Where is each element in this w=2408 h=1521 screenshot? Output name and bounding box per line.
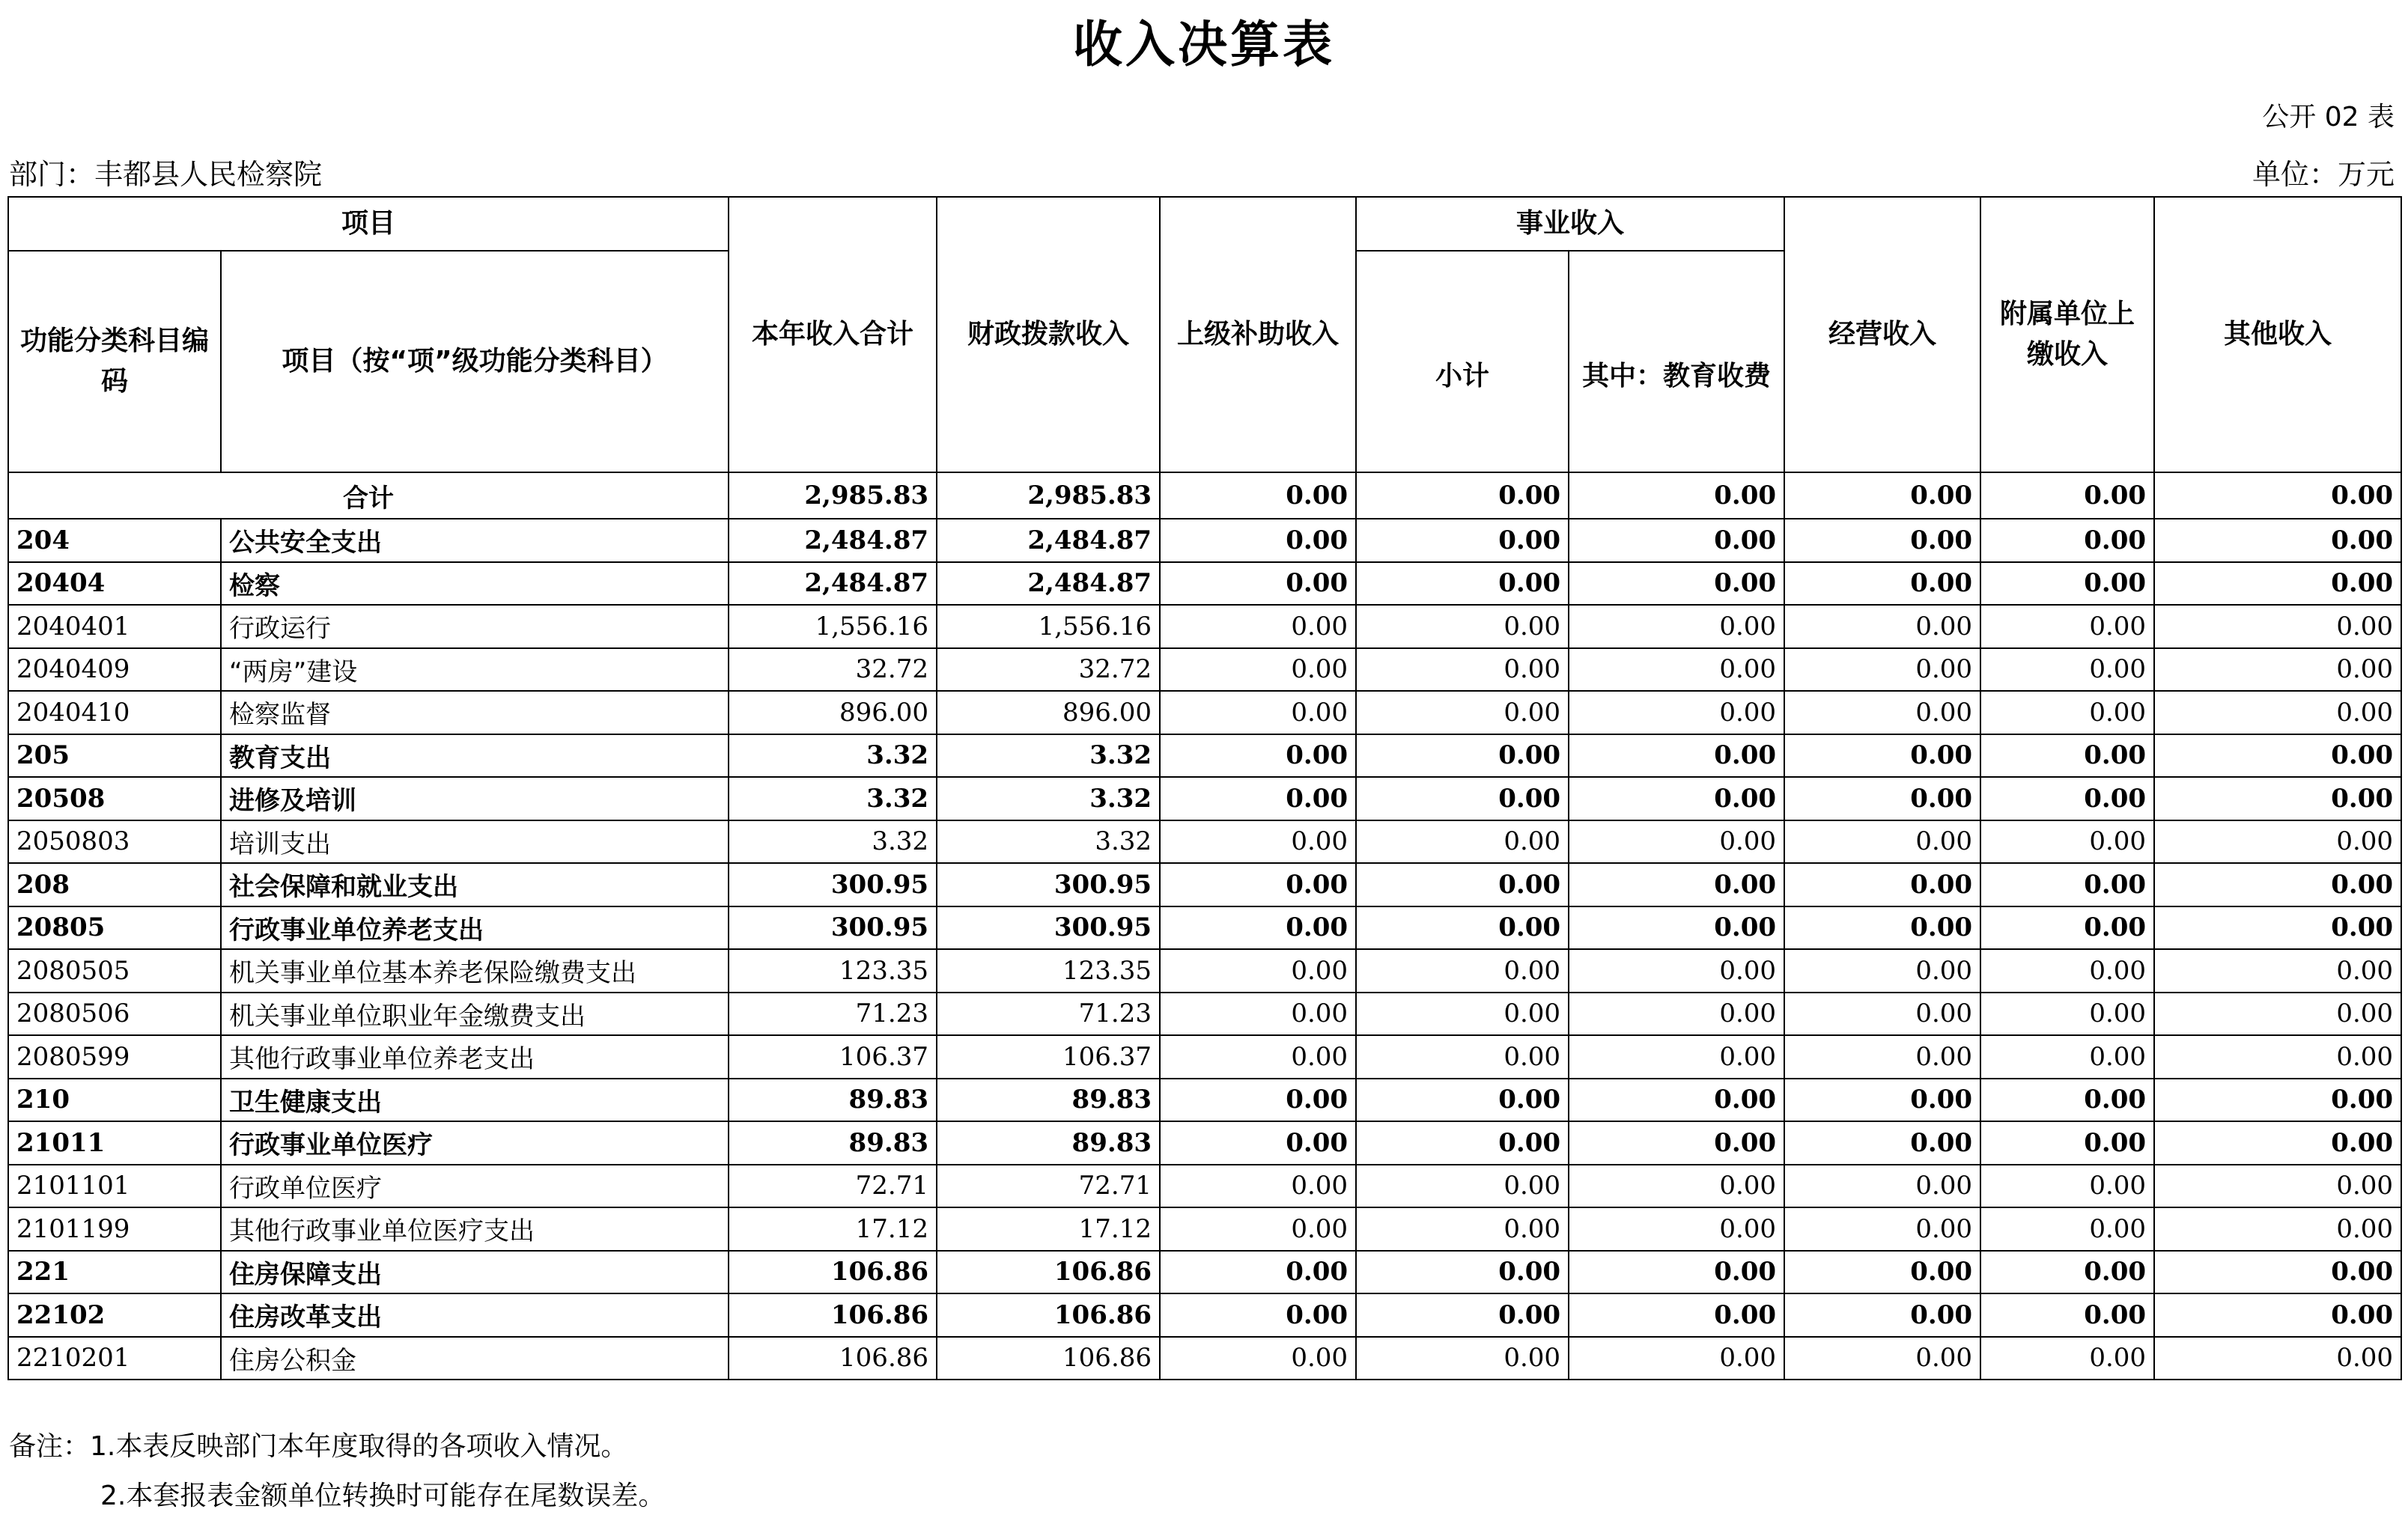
table-row [8,1079,2401,1122]
row-name: 行政单位医疗 [221,1165,729,1208]
total-value: 0.00 [1980,472,2154,519]
row-value: 0.00 [1784,648,1980,692]
row-value: 0.00 [1356,993,1569,1036]
row-value: 0.00 [1160,993,1356,1036]
row-value: 0.00 [2154,993,2401,1036]
row-code: 20508 [8,777,221,820]
row-value: 0.00 [1356,863,1569,906]
row-value: 0.00 [1784,605,1980,648]
row-code: 2040409 [8,648,221,692]
row-value: 0.00 [1356,1251,1569,1294]
row-value: 0.00 [1356,734,1569,778]
row-value: 0.00 [2154,734,2401,778]
row-code: 2040410 [8,691,221,734]
table-row [8,777,2401,820]
row-name: 检察 [221,562,729,606]
total-value: 0.00 [1160,472,1356,519]
row-value: 0.00 [1569,519,1784,562]
row-value: 0.00 [1160,648,1356,692]
row-value: 106.86 [937,1293,1160,1337]
row-value: 0.00 [1569,648,1784,692]
row-value: 0.00 [2154,605,2401,648]
row-value: 0.00 [1980,1207,2154,1251]
row-value: 0.00 [1784,993,1980,1036]
row-value: 0.00 [1160,605,1356,648]
table-row [8,1165,2401,1208]
row-value: 0.00 [1569,562,1784,606]
row-value: 71.23 [729,993,937,1036]
row-code: 21011 [8,1121,221,1165]
row-value: 0.00 [1784,1165,1980,1208]
row-value: 0.00 [1160,1121,1356,1165]
row-value: 0.00 [1980,863,2154,906]
row-code: 208 [8,863,221,906]
row-value: 0.00 [2154,1121,2401,1165]
total-label: 合计 [8,472,729,519]
row-value: 0.00 [1160,906,1356,950]
row-value: 0.00 [2154,648,2401,692]
total-value: 2,985.83 [729,472,937,519]
row-name: 机关事业单位职业年金缴费支出 [221,993,729,1036]
table-row [8,519,2401,562]
row-value: 0.00 [1784,734,1980,778]
row-name: 住房公积金 [221,1337,729,1380]
total-value: 0.00 [1784,472,1980,519]
row-value: 0.00 [2154,820,2401,864]
row-value: 0.00 [1569,691,1784,734]
row-value: 0.00 [1356,562,1569,606]
row-value: 0.00 [1784,1293,1980,1337]
row-name: 行政事业单位医疗 [221,1121,729,1165]
row-value: 0.00 [1160,734,1356,778]
row-value: 300.95 [729,906,937,950]
row-code: 2050803 [8,820,221,864]
row-value: 0.00 [1784,1079,1980,1122]
row-name: 社会保障和就业支出 [221,863,729,906]
table-row [8,605,2401,648]
page-title: 收入决算表 [1073,16,1335,73]
row-value: 106.86 [729,1293,937,1337]
table-row [8,949,2401,993]
row-code: 205 [8,734,221,778]
row-name: 卫生健康支出 [221,1079,729,1122]
header-project: 项目 [8,197,729,251]
row-code: 2101199 [8,1207,221,1251]
row-value: 0.00 [1980,1337,2154,1380]
row-value: 0.00 [2154,949,2401,993]
row-value: 0.00 [1160,519,1356,562]
row-value: 0.00 [1356,691,1569,734]
row-value: 300.95 [729,863,937,906]
row-value: 89.83 [729,1121,937,1165]
row-value: 0.00 [1356,519,1569,562]
row-value: 89.83 [937,1079,1160,1122]
header-name: 项目（按“项”级功能分类科目） [221,251,729,472]
row-value: 71.23 [937,993,1160,1036]
total-value: 2,985.83 [937,472,1160,519]
row-value: 1,556.16 [729,605,937,648]
row-value: 0.00 [1784,562,1980,606]
row-value: 0.00 [1980,734,2154,778]
row-name: 其他行政事业单位医疗支出 [221,1207,729,1251]
row-value: 32.72 [729,648,937,692]
row-value: 0.00 [1784,1035,1980,1079]
row-value: 0.00 [1980,1251,2154,1294]
row-value: 89.83 [729,1079,937,1122]
row-value: 0.00 [1356,1165,1569,1208]
row-value: 0.00 [1980,820,2154,864]
row-name: 行政运行 [221,605,729,648]
row-value: 0.00 [1569,906,1784,950]
row-name: 进修及培训 [221,777,729,820]
row-value: 0.00 [2154,1207,2401,1251]
row-value: 0.00 [1784,519,1980,562]
table-row [8,993,2401,1036]
note-1: 备注：1.本表反映部门本年度取得的各项收入情况。 [9,1431,628,1462]
row-value: 300.95 [937,906,1160,950]
row-value: 106.37 [937,1035,1160,1079]
row-value: 0.00 [1980,691,2154,734]
row-value: 0.00 [1784,820,1980,864]
table-row [8,691,2401,734]
row-value: 0.00 [1980,906,2154,950]
row-value: 0.00 [1569,949,1784,993]
row-value: 0.00 [1980,1293,2154,1337]
row-value: 32.72 [937,648,1160,692]
row-value: 0.00 [1569,734,1784,778]
row-code: 2101101 [8,1165,221,1208]
row-value: 2,484.87 [937,519,1160,562]
row-value: 0.00 [1569,863,1784,906]
total-value: 0.00 [1569,472,1784,519]
row-value: 0.00 [1569,777,1784,820]
row-value: 0.00 [1784,1337,1980,1380]
table-row [8,648,2401,692]
row-value: 3.32 [937,777,1160,820]
row-value: 0.00 [1160,1079,1356,1122]
row-value: 0.00 [2154,1251,2401,1294]
row-value: 0.00 [1569,1293,1784,1337]
total-value: 0.00 [2154,472,2401,519]
row-value: 0.00 [2154,906,2401,950]
row-value: 0.00 [2154,691,2401,734]
row-code: 20805 [8,906,221,950]
unit-label: 单位：万元 [2252,158,2395,191]
row-value: 0.00 [1784,1251,1980,1294]
header-code: 功能分类科目编码 [8,251,221,472]
note-2: 2.本套报表金额单位转换时可能存在尾数误差。 [100,1481,666,1511]
row-value: 0.00 [2154,1035,2401,1079]
row-value: 0.00 [1356,906,1569,950]
total-row [8,472,2401,519]
row-value: 106.37 [729,1035,937,1079]
row-value: 0.00 [2154,1293,2401,1337]
row-value: 0.00 [1569,993,1784,1036]
row-value: 0.00 [2154,519,2401,562]
table-row [8,820,2401,864]
row-value: 0.00 [1356,648,1569,692]
table-row [8,1337,2401,1380]
row-value: 0.00 [1980,519,2154,562]
row-value: 0.00 [1569,1337,1784,1380]
header-operating: 经营收入 [1784,197,1980,472]
row-code: 2040401 [8,605,221,648]
row-name: 检察监督 [221,691,729,734]
row-value: 0.00 [1160,863,1356,906]
row-value: 0.00 [1980,1165,2154,1208]
table-row [8,1035,2401,1079]
row-name: 住房改革支出 [221,1293,729,1337]
row-value: 106.86 [937,1337,1160,1380]
row-name: “两房”建设 [221,648,729,692]
row-value: 106.86 [729,1337,937,1380]
row-value: 0.00 [1160,562,1356,606]
row-value: 0.00 [2154,863,2401,906]
row-code: 2080599 [8,1035,221,1079]
table-row [8,863,2401,906]
row-value: 0.00 [1784,949,1980,993]
header-affiliated: 附属单位上缴收入 [1980,197,2154,472]
row-value: 0.00 [1980,777,2154,820]
row-value: 123.35 [937,949,1160,993]
row-code: 20404 [8,562,221,606]
table-row [8,734,2401,778]
row-value: 0.00 [1356,605,1569,648]
row-value: 17.12 [729,1207,937,1251]
row-value: 17.12 [937,1207,1160,1251]
table-row [8,1121,2401,1165]
row-value: 3.32 [937,734,1160,778]
row-code: 2210201 [8,1337,221,1380]
row-value: 0.00 [1980,605,2154,648]
table-row [8,906,2401,950]
notes [9,1422,665,1521]
row-name: 住房保障支出 [221,1251,729,1294]
row-name: 行政事业单位养老支出 [221,906,729,950]
header-other: 其他收入 [2154,197,2401,472]
row-value: 0.00 [2154,1337,2401,1380]
row-value: 0.00 [2154,1165,2401,1208]
row-code: 221 [8,1251,221,1294]
row-value: 123.35 [729,949,937,993]
row-value: 0.00 [1980,562,2154,606]
row-name: 教育支出 [221,734,729,778]
row-code: 2080506 [8,993,221,1036]
row-value: 0.00 [1569,1207,1784,1251]
row-code: 210 [8,1079,221,1122]
row-value: 72.71 [937,1165,1160,1208]
row-value: 0.00 [1356,1207,1569,1251]
form-number: 公开 02 表 [2262,102,2395,132]
row-value: 300.95 [937,863,1160,906]
row-value: 0.00 [1980,1035,2154,1079]
row-value: 0.00 [1356,949,1569,993]
row-value: 3.32 [729,777,937,820]
row-value: 0.00 [1356,1035,1569,1079]
row-value: 0.00 [1160,1035,1356,1079]
row-value: 1,556.16 [937,605,1160,648]
row-value: 0.00 [1356,1337,1569,1380]
header-career-subtotal: 小计 [1356,251,1569,472]
row-value: 0.00 [1784,863,1980,906]
row-value: 0.00 [1980,949,2154,993]
row-value: 0.00 [1569,1079,1784,1122]
row-value: 0.00 [1784,691,1980,734]
row-value: 0.00 [1569,1165,1784,1208]
row-value: 0.00 [1356,777,1569,820]
row-name: 培训支出 [221,820,729,864]
income-table [7,196,2402,1380]
table-row [8,1207,2401,1251]
row-value: 0.00 [1784,906,1980,950]
row-value: 106.86 [937,1251,1160,1294]
header-total-income: 本年收入合计 [729,197,937,472]
row-value: 0.00 [1569,1121,1784,1165]
row-value: 0.00 [1160,1337,1356,1380]
row-value: 0.00 [1569,1251,1784,1294]
row-value: 0.00 [1784,1121,1980,1165]
row-value: 0.00 [1356,820,1569,864]
header-career-edu: 其中：教育收费 [1569,251,1784,472]
row-value: 2,484.87 [729,562,937,606]
row-name: 其他行政事业单位养老支出 [221,1035,729,1079]
row-value: 72.71 [729,1165,937,1208]
table-row [8,562,2401,606]
row-code: 22102 [8,1293,221,1337]
department-label: 部门：丰都县人民检察院 [9,158,323,191]
row-value: 3.32 [937,820,1160,864]
row-value: 0.00 [1356,1121,1569,1165]
row-value: 2,484.87 [937,562,1160,606]
row-value: 2,484.87 [729,519,937,562]
header-fiscal: 财政拨款收入 [937,197,1160,472]
row-value: 0.00 [1784,777,1980,820]
header-career-group: 事业收入 [1356,197,1784,251]
total-value: 0.00 [1356,472,1569,519]
table-row [8,1251,2401,1294]
row-code: 2080505 [8,949,221,993]
row-value: 0.00 [1160,691,1356,734]
row-value: 0.00 [2154,1079,2401,1122]
row-value: 0.00 [1160,1165,1356,1208]
row-value: 3.32 [729,820,937,864]
row-value: 896.00 [937,691,1160,734]
row-value: 106.86 [729,1251,937,1294]
row-name: 机关事业单位基本养老保险缴费支出 [221,949,729,993]
row-value: 0.00 [1160,1207,1356,1251]
row-value: 0.00 [1980,993,2154,1036]
row-value: 0.00 [2154,562,2401,606]
row-value: 0.00 [1160,820,1356,864]
row-value: 0.00 [1569,605,1784,648]
row-value: 0.00 [1160,1293,1356,1337]
row-value: 896.00 [729,691,937,734]
row-value: 89.83 [937,1121,1160,1165]
header-superior: 上级补助收入 [1160,197,1356,472]
row-value: 0.00 [1980,1121,2154,1165]
row-value: 0.00 [1356,1079,1569,1122]
row-value: 0.00 [1569,820,1784,864]
row-value: 0.00 [1569,1035,1784,1079]
row-value: 0.00 [1980,1079,2154,1122]
row-value: 0.00 [1160,949,1356,993]
row-value: 0.00 [1784,1207,1980,1251]
row-value: 0.00 [1356,1293,1569,1337]
row-value: 0.00 [2154,777,2401,820]
table-row [8,1293,2401,1337]
row-value: 0.00 [1160,777,1356,820]
row-value: 3.32 [729,734,937,778]
row-name: 公共安全支出 [221,519,729,562]
row-code: 204 [8,519,221,562]
row-value: 0.00 [1980,648,2154,692]
row-value: 0.00 [1160,1251,1356,1294]
